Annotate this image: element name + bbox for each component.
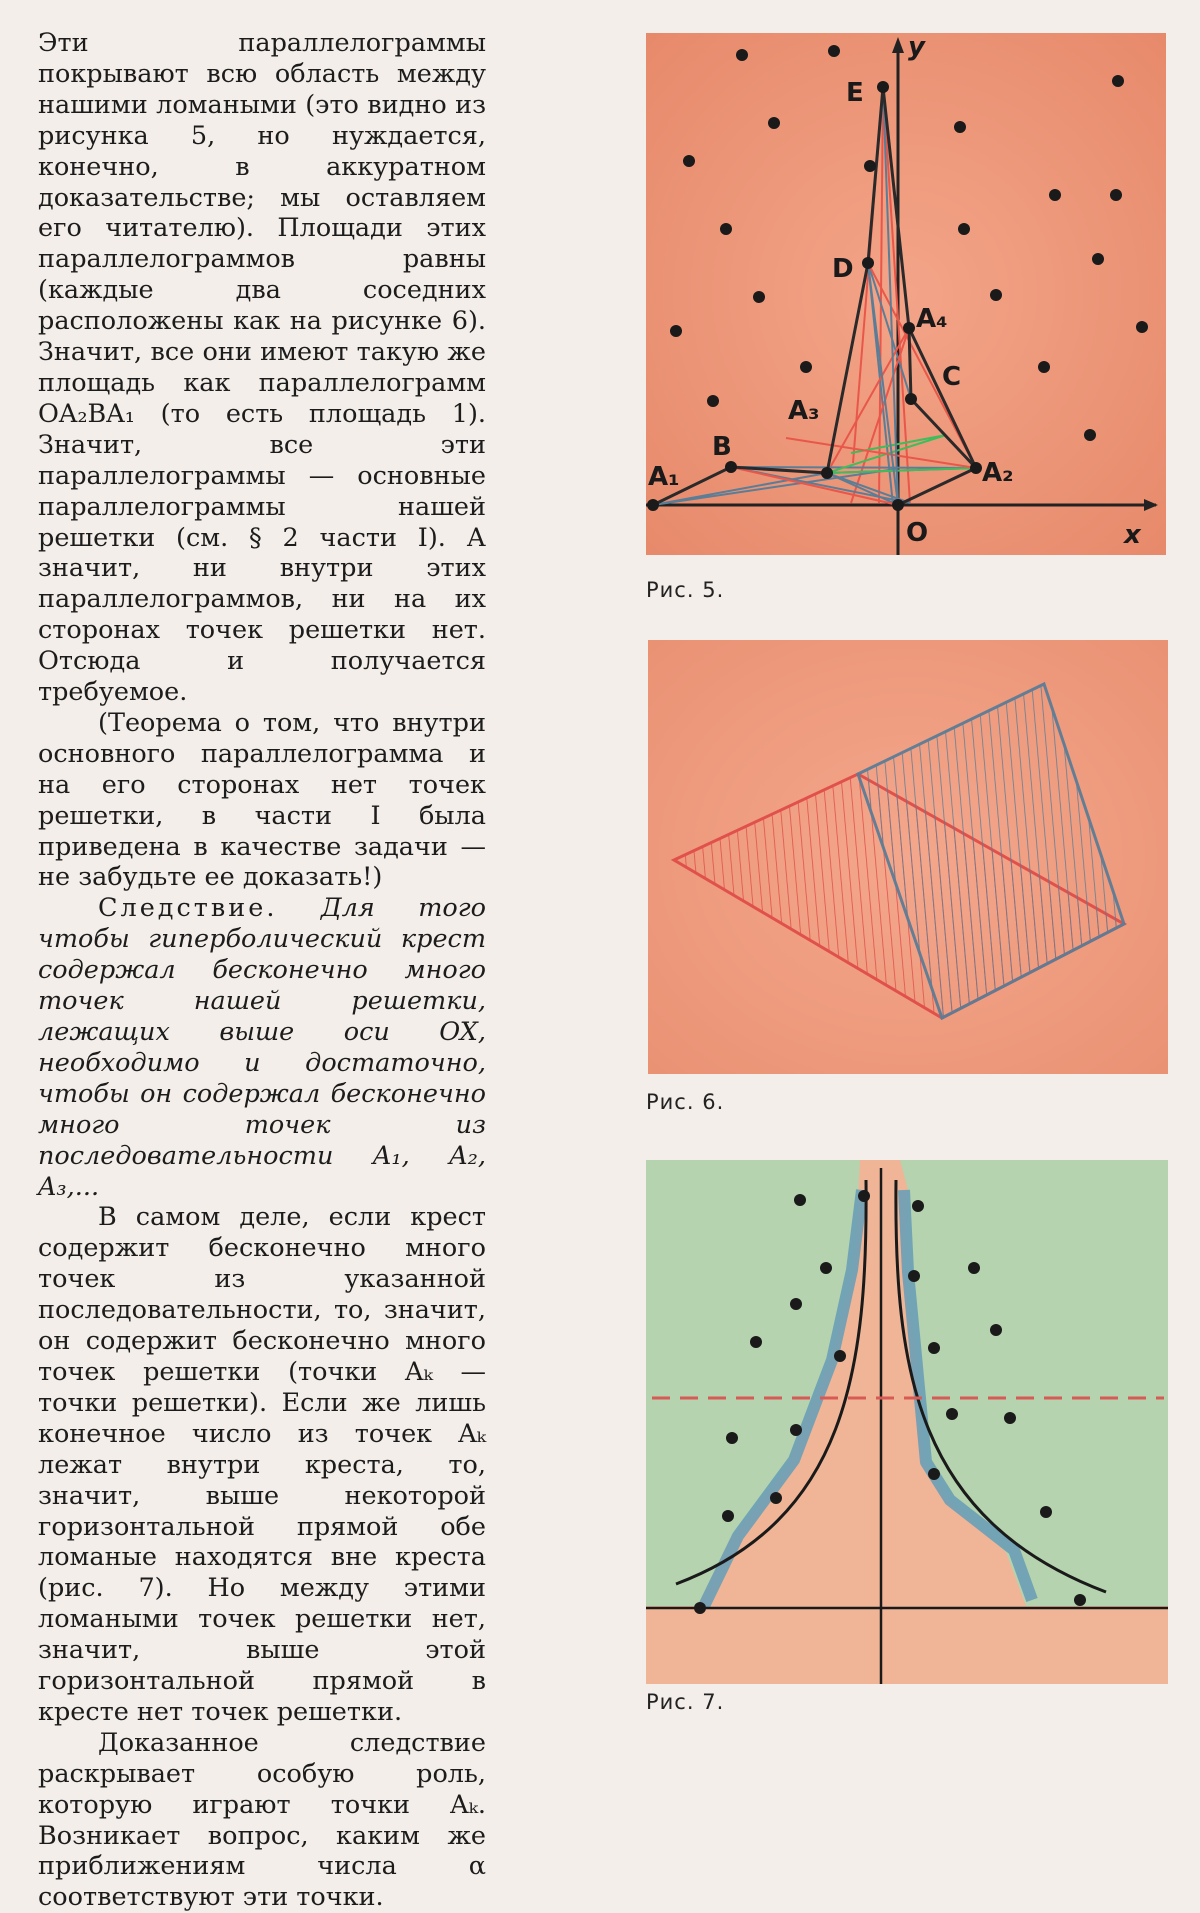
label-A1: A₁ — [648, 462, 680, 492]
caption-fig6: Рис. 6. — [646, 1090, 725, 1114]
label-O: O — [906, 518, 929, 548]
paragraph-1: Эти параллелограммы покрывают всю область между нашими ломаными (это видно из рисунка 5, но нуждается, конечно, в аккуратном доказательстве; мы оставляем его читателю). Площади этих параллелограммов равны (каждые два соседних расположены как на рисунке 6). Значит, все они имеют такую же площадь как параллелограмм OA₂BA₁ (то есть площадь 1). Значит, все эти параллелограммы — основные параллелограммы нашей решетки (см. § 2 части I). А значит, ни внутри этих параллелограммов, ни на их сторонах точек решетки нет. Отсюда и получается требуемое. — [38, 28, 486, 708]
paragraph-5: Доказанное следствие раскрывает особую роль, которую играют точки Aₖ. Возникает вопрос, каким же приближениям числа α соответствуют эти точки. — [38, 1727, 486, 1913]
label-E: E — [846, 78, 864, 108]
caption-fig7: Рис. 7. — [646, 1690, 725, 1714]
axis-y-label: y — [908, 33, 925, 62]
paragraph-2: (Теорема о том, что внутри основного параллелограмма и на его сторонах нет точек решетки, в части I была приведена в качестве задачи — не забудьте ее доказать!) — [38, 707, 486, 893]
label-A4: A₄ — [916, 304, 948, 334]
corollary-statement: Для того чтобы гиперболический крест содержал бесконечно много точек нашей решетки, лежащих выше оси OX, необходимо и достаточно, чтобы он содержал бесконечно много точек из последовательности A₁, A₂, A₃,... — [38, 893, 487, 1202]
figure-7 — [646, 1160, 1168, 1684]
label-D: D — [832, 254, 854, 284]
body-text-column — [38, 28, 486, 1913]
caption-fig5: Рис. 5. — [646, 578, 725, 602]
figure-5 — [646, 33, 1166, 555]
paragraph-4: В самом деле, если крест содержит бесконечно много точек из указанной последовательности, то, значит, он содержит бесконечно много точек решетки (точки Aₖ — точки решетки). Если же лишь конечное число из точек Aₖ лежат внутри креста, то, значит, выше некоторой горизонтальной прямой обе ломаные находятся вне креста (рис. 7). Но между этими ломаными точек решетки нет, значит, выше этой горизонтальной прямой в кресте нет точек решетки. — [38, 1202, 486, 1727]
label-B: B — [712, 432, 732, 462]
axis-x-label: x — [1124, 520, 1141, 550]
label-A3: A₃ — [788, 396, 820, 426]
corollary-heading: Следствие. — [98, 893, 278, 924]
figure-6 — [648, 640, 1168, 1074]
paragraph-corollary — [38, 893, 486, 1202]
label-A2: A₂ — [982, 458, 1014, 488]
label-C: C — [942, 362, 962, 392]
